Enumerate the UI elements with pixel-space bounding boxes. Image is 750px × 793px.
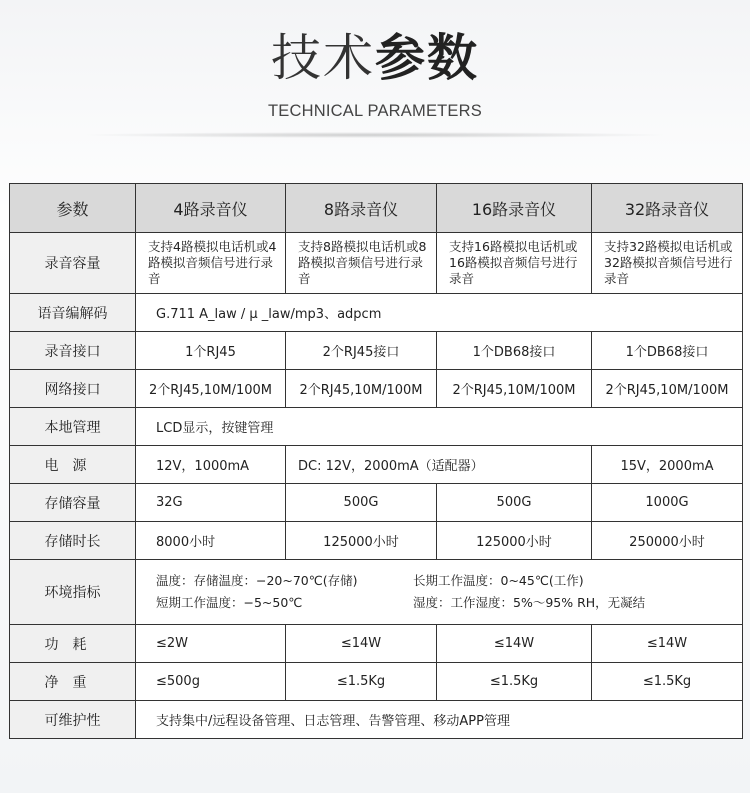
cell-environment: [136, 560, 743, 625]
row-label-weight-text: 净重: [44, 674, 101, 691]
cell-storage-32ch: 1000G: [592, 484, 743, 522]
table-row-maintain: [10, 701, 743, 739]
table-row-duration: [10, 522, 743, 560]
cell-codec-value: G.711 A_law / μ _law/mp3、adpcm: [136, 294, 743, 332]
row-label-codec: 语音编解码: [10, 294, 136, 332]
header-divider-shadow: [85, 132, 665, 138]
row-label-power-text: 电源: [44, 457, 101, 474]
title-bold: 参数: [375, 29, 479, 87]
cell-power-32ch: 15V，2000mA: [592, 446, 743, 484]
cell-net-interface-8ch: 2个RJ45,10M/100M: [286, 370, 437, 408]
table-row-consumption: [10, 625, 743, 663]
env-humidity: 湿度：工作湿度：5%～95% RH，无凝结: [413, 595, 646, 610]
cell-consumption-8ch: ≤14W: [286, 625, 437, 663]
env-short-term-temp: 短期工作温度：−5~50℃: [156, 595, 303, 610]
cell-consumption-32ch: ≤14W: [592, 625, 743, 663]
table-row-environment: [10, 560, 743, 625]
cell-capacity-8ch: 支持8路模拟电话机或8路模拟音频信号进行录音: [286, 233, 437, 294]
cell-local-mgmt-value: LCD显示，按键管理: [136, 408, 743, 446]
cell-storage-8ch: 500G: [286, 484, 437, 522]
page-title: [0, 26, 750, 90]
env-long-term-temp: 长期工作温度：0~45℃(工作): [413, 573, 584, 588]
cell-net-interface-16ch: 2个RJ45,10M/100M: [437, 370, 592, 408]
cell-weight-8ch: ≤1.5Kg: [286, 663, 437, 701]
cell-rec-interface-4ch: 1个RJ45: [136, 332, 286, 370]
table-row-net-interface: [10, 370, 743, 408]
column-header-16ch: 16路录音仪: [437, 184, 592, 233]
cell-capacity-16ch: 支持16路模拟电话机或16路模拟音频信号进行录音: [437, 233, 592, 294]
cell-net-interface-32ch: 2个RJ45,10M/100M: [592, 370, 743, 408]
cell-duration-8ch: 125000小时: [286, 522, 437, 560]
row-label-power: [10, 446, 136, 484]
cell-storage-16ch: 500G: [437, 484, 592, 522]
column-header-8ch: 8路录音仪: [286, 184, 437, 233]
title-light: 技术: [271, 29, 375, 87]
cell-duration-4ch: 8000小时: [136, 522, 286, 560]
column-header-32ch: 32路录音仪: [592, 184, 743, 233]
row-label-capacity: 录音容量: [10, 233, 136, 294]
cell-power-8ch-16ch: DC: 12V，2000mA（适配器）: [286, 446, 592, 484]
env-storage-temp: 温度：存储温度：−20~70℃(存储): [156, 573, 358, 588]
row-label-storage: 存储容量: [10, 484, 136, 522]
page-subtitle: TECHNICAL PARAMETERS: [268, 102, 482, 120]
header: [0, 0, 750, 150]
table-row-storage: [10, 484, 743, 522]
row-label-weight: [10, 663, 136, 701]
row-label-net-interface: 网络接口: [10, 370, 136, 408]
environment-specs: [156, 572, 736, 612]
row-label-rec-interface: 录音接口: [10, 332, 136, 370]
cell-weight-32ch: ≤1.5Kg: [592, 663, 743, 701]
cell-consumption-16ch: ≤14W: [437, 625, 592, 663]
row-label-consumption: [10, 625, 136, 663]
row-label-environment: 环境指标: [10, 560, 136, 625]
table-row-local-mgmt: [10, 408, 743, 446]
cell-power-4ch: 12V，1000mA: [136, 446, 286, 484]
cell-weight-4ch: ≤500g: [136, 663, 286, 701]
cell-duration-32ch: 250000小时: [592, 522, 743, 560]
cell-capacity-4ch: 支持4路模拟电话机或4路模拟音频信号进行录音: [136, 233, 286, 294]
column-header-param: 参数: [10, 184, 136, 233]
cell-rec-interface-32ch: 1个DB68接口: [592, 332, 743, 370]
cell-capacity-32ch: 支持32路模拟电话机或32路模拟音频信号进行录音: [592, 233, 743, 294]
row-label-maintain: 可维护性: [10, 701, 136, 739]
cell-net-interface-4ch: 2个RJ45,10M/100M: [136, 370, 286, 408]
cell-maintain-value: 支持集中/远程设备管理、日志管理、告警管理、移动APP管理: [136, 701, 743, 739]
parameters-table: [9, 183, 743, 739]
table-row-power: [10, 446, 743, 484]
cell-storage-4ch: 32G: [136, 484, 286, 522]
table-row-capacity: [10, 233, 743, 294]
table-header-row: [10, 184, 743, 233]
table-row-weight: [10, 663, 743, 701]
column-header-4ch: 4路录音仪: [136, 184, 286, 233]
row-label-local-mgmt: 本地管理: [10, 408, 136, 446]
cell-rec-interface-8ch: 2个RJ45接口: [286, 332, 437, 370]
row-label-consumption-text: 功耗: [44, 636, 101, 653]
row-label-duration: 存储时长: [10, 522, 136, 560]
cell-rec-interface-16ch: 1个DB68接口: [437, 332, 592, 370]
cell-weight-16ch: ≤1.5Kg: [437, 663, 592, 701]
cell-duration-16ch: 125000小时: [437, 522, 592, 560]
cell-consumption-4ch: ≤2W: [136, 625, 286, 663]
table-row-codec: [10, 294, 743, 332]
table-row-rec-interface: [10, 332, 743, 370]
